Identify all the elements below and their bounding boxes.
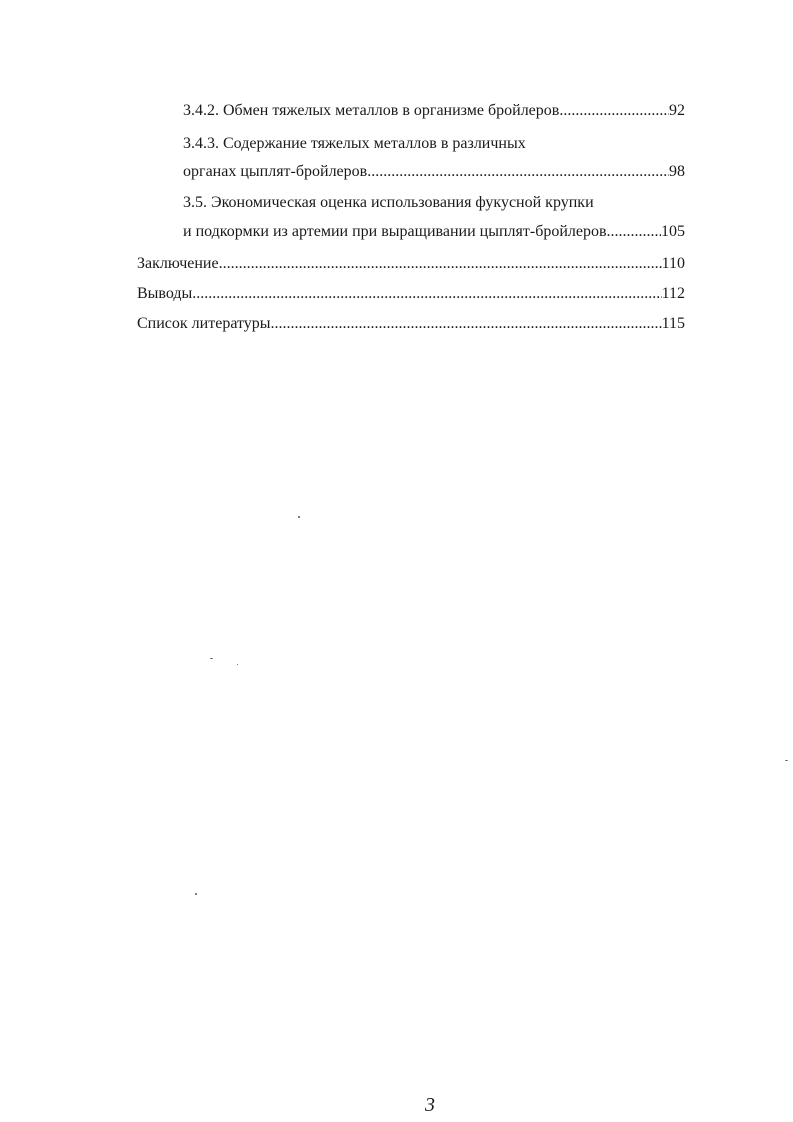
toc-entry-title: 3.5. Экономическая оценка использования фукусной крупки — [183, 194, 594, 211]
toc-leader-dots — [559, 101, 669, 121]
scan-speck — [210, 658, 213, 659]
toc-leader-dots — [271, 314, 662, 334]
toc-entry-page: 115 — [661, 315, 685, 332]
toc-entry-page: 98 — [669, 163, 685, 180]
toc-leader-dots — [192, 284, 661, 304]
toc-leader-dots — [607, 222, 661, 242]
toc-entry-title: Выводы — [137, 285, 193, 302]
toc-entry — [183, 101, 685, 121]
toc-entry-page: 105 — [661, 223, 685, 240]
toc-entry — [137, 254, 685, 274]
toc-leader-dots — [219, 254, 662, 274]
scan-speck — [298, 516, 300, 518]
toc-entry — [137, 314, 685, 334]
toc-entry-page: 112 — [661, 285, 685, 302]
toc-entry-page: 92 — [669, 102, 685, 119]
toc-entry-title: Заключение — [137, 255, 219, 272]
toc-entry — [183, 193, 594, 213]
toc-entry-page: 110 — [661, 255, 685, 272]
toc-entry — [137, 284, 685, 304]
scan-speck — [195, 893, 197, 895]
toc-entry-title: органах цыплят-бройлеров — [183, 163, 368, 180]
page-number: 3 — [425, 1094, 435, 1116]
toc-leader-dots — [367, 162, 669, 182]
scan-speck — [785, 760, 788, 761]
toc-entry-title: 3.4.2. Обмен тяжелых металлов в организме бройлеров — [183, 102, 560, 119]
toc-entry-title: 3.4.3. Содержание тяжелых металлов в различных — [183, 135, 526, 152]
toc-entry-title: Список литературы — [137, 315, 271, 332]
table-of-contents — [0, 0, 793, 360]
toc-entry — [183, 134, 526, 154]
toc-entry — [183, 162, 685, 182]
toc-entry-title: и подкормки из артемии при выращивании цыплят-бройлеров — [183, 223, 607, 240]
toc-entry — [183, 222, 685, 242]
scan-speck — [237, 664, 238, 665]
